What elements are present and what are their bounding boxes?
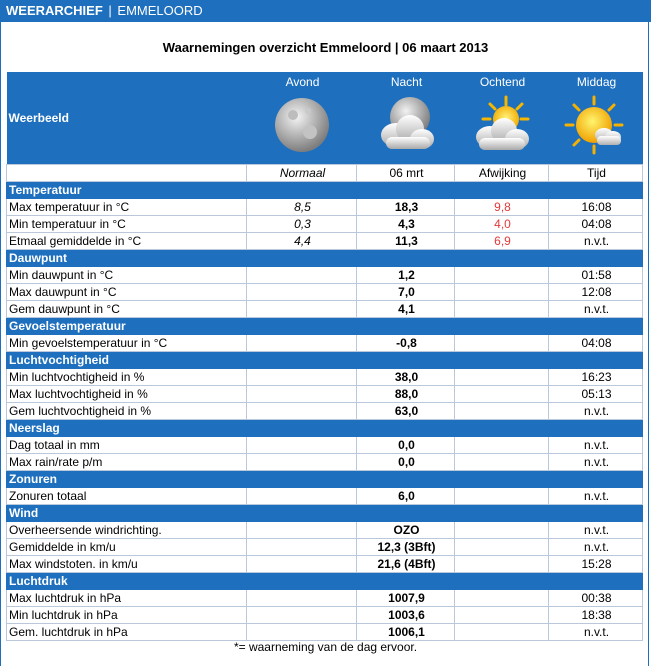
observed-value: 38,0 [357, 369, 455, 386]
section-header: Luchtdruk [7, 573, 643, 590]
period-label: Nacht [357, 72, 455, 90]
table-row [7, 216, 643, 233]
time-value: n.v.t. [549, 233, 643, 250]
normal-value [247, 301, 357, 318]
row-label: Dag totaal in mm [7, 437, 247, 454]
normal-value: 0,3 [247, 216, 357, 233]
deviation-value: 6,9 [455, 233, 549, 250]
weerbeeld-label: Weerbeeld [7, 72, 247, 165]
page-title: Waarnemingen overzicht Emmeloord | 06 maart 2013 [162, 40, 489, 55]
normal-value [247, 590, 357, 607]
table-row [7, 590, 643, 607]
time-value: n.v.t. [549, 539, 643, 556]
period-label: Middag [549, 72, 643, 90]
spacer-cell [7, 165, 247, 182]
observed-value: 1006,1 [357, 624, 455, 641]
observed-value: OZO [357, 522, 455, 539]
section-header: Temperatuur [7, 182, 643, 199]
normal-value [247, 386, 357, 403]
normal-value [247, 488, 357, 505]
table-row [7, 454, 643, 471]
table-row [7, 403, 643, 420]
time-value: n.v.t. [549, 437, 643, 454]
row-label: Max temperatuur in °C [7, 199, 247, 216]
time-value: 16:23 [549, 369, 643, 386]
table-row [7, 386, 643, 403]
deviation-value [455, 454, 549, 471]
table-row [7, 539, 643, 556]
time-value: 16:08 [549, 199, 643, 216]
deviation-value [455, 335, 549, 352]
time-value: 18:38 [549, 607, 643, 624]
deviation-value: 4,0 [455, 216, 549, 233]
table-row [7, 369, 643, 386]
header-location: EMMELOORD [117, 3, 203, 18]
normal-value [247, 556, 357, 573]
table-row [7, 199, 643, 216]
observed-value: 4,1 [357, 301, 455, 318]
observed-value: 0,0 [357, 437, 455, 454]
row-label: Min luchtvochtigheid in % [7, 369, 247, 386]
col-header-normaal: Normaal [247, 165, 357, 182]
col-header-afwijking: Afwijking [455, 165, 549, 182]
row-label: Max rain/rate p/m [7, 454, 247, 471]
observations-table [6, 72, 643, 641]
col-header-tijd: Tijd [549, 165, 643, 182]
col-header-date: 06 mrt [357, 165, 455, 182]
row-label: Gemiddelde in km/u [7, 539, 247, 556]
normal-value [247, 369, 357, 386]
row-label: Min temperatuur in °C [7, 216, 247, 233]
normal-value: 8,5 [247, 199, 357, 216]
deviation-value [455, 590, 549, 607]
deviation-value [455, 607, 549, 624]
row-label: Min dauwpunt in °C [7, 267, 247, 284]
section-header: Zonuren [7, 471, 643, 488]
deviation-value [455, 556, 549, 573]
observed-value: 0,0 [357, 454, 455, 471]
row-label: Gem luchtvochtigheid in % [7, 403, 247, 420]
table-row [7, 522, 643, 539]
time-value: 04:08 [549, 216, 643, 233]
deviation-value [455, 369, 549, 386]
normal-value [247, 624, 357, 641]
moon-cloud-icon [357, 90, 455, 165]
time-value: 01:58 [549, 267, 643, 284]
observed-value: 21,6 (4Bft) [357, 556, 455, 573]
row-label: Etmaal gemiddelde in °C [7, 233, 247, 250]
normal-value [247, 539, 357, 556]
time-value: 15:28 [549, 556, 643, 573]
table-row [7, 624, 643, 641]
section-header: Gevoelstemperatuur [7, 318, 643, 335]
title-bar [0, 0, 651, 22]
section-header: Wind [7, 505, 643, 522]
normal-value [247, 607, 357, 624]
time-value: n.v.t. [549, 301, 643, 318]
deviation-value [455, 539, 549, 556]
normal-value [247, 284, 357, 301]
observed-value: 4,3 [357, 216, 455, 233]
row-label: Overheersende windrichting. [7, 522, 247, 539]
observed-value: 1007,9 [357, 590, 455, 607]
period-label: Avond [247, 72, 357, 90]
observed-value: 6,0 [357, 488, 455, 505]
row-label: Max luchtvochtigheid in % [7, 386, 247, 403]
row-label: Gem dauwpunt in °C [7, 301, 247, 318]
normal-value [247, 437, 357, 454]
deviation-value [455, 522, 549, 539]
deviation-value [455, 386, 549, 403]
time-value: n.v.t. [549, 624, 643, 641]
observed-value: 11,3 [357, 233, 455, 250]
row-label: Min luchtdruk in hPa [7, 607, 247, 624]
time-value: n.v.t. [549, 522, 643, 539]
deviation-value [455, 267, 549, 284]
time-value: 12:08 [549, 284, 643, 301]
table-row [7, 267, 643, 284]
deviation-value [455, 301, 549, 318]
deviation-value [455, 624, 549, 641]
table-row [7, 233, 643, 250]
period-label: Ochtend [455, 72, 549, 90]
normal-value [247, 335, 357, 352]
normal-value: 4,4 [247, 233, 357, 250]
observed-value: 12,3 (3Bft) [357, 539, 455, 556]
observed-value: 7,0 [357, 284, 455, 301]
time-value: 05:13 [549, 386, 643, 403]
observed-value: 63,0 [357, 403, 455, 420]
observed-value: 1003,6 [357, 607, 455, 624]
observed-value: -0,8 [357, 335, 455, 352]
sun-cloud-icon [455, 90, 549, 165]
row-label: Max windstoten. in km/u [7, 556, 247, 573]
observed-value: 18,3 [357, 199, 455, 216]
observed-value: 1,2 [357, 267, 455, 284]
sun-small-cloud-icon [549, 90, 643, 165]
table-row [7, 556, 643, 573]
table-row [7, 335, 643, 352]
time-value: n.v.t. [549, 454, 643, 471]
footnote: *= waarneming van de dag ervoor. [233, 640, 418, 654]
section-header: Dauwpunt [7, 250, 643, 267]
row-label: Max dauwpunt in °C [7, 284, 247, 301]
time-value: n.v.t. [549, 488, 643, 505]
normal-value [247, 454, 357, 471]
table-row [7, 437, 643, 454]
table-row [7, 607, 643, 624]
time-value: 04:08 [549, 335, 643, 352]
normal-value [247, 403, 357, 420]
moon-icon [247, 90, 357, 165]
row-label: Gem. luchtdruk in hPa [7, 624, 247, 641]
table-row [7, 488, 643, 505]
normal-value [247, 267, 357, 284]
table-row [7, 301, 643, 318]
row-label: Zonuren totaal [7, 488, 247, 505]
deviation-value [455, 403, 549, 420]
deviation-value: 9,8 [455, 199, 549, 216]
deviation-value [455, 284, 549, 301]
observed-value: 88,0 [357, 386, 455, 403]
deviation-value [455, 437, 549, 454]
deviation-value [455, 488, 549, 505]
header-title: WEERARCHIEF [6, 3, 103, 18]
row-label: Min gevoelstemperatuur in °C [7, 335, 247, 352]
time-value: 00:38 [549, 590, 643, 607]
normal-value [247, 522, 357, 539]
section-header: Neerslag [7, 420, 643, 437]
time-value: n.v.t. [549, 403, 643, 420]
section-header: Luchtvochtigheid [7, 352, 643, 369]
header-separator: | [108, 3, 112, 18]
row-label: Max luchtdruk in hPa [7, 590, 247, 607]
table-row [7, 284, 643, 301]
